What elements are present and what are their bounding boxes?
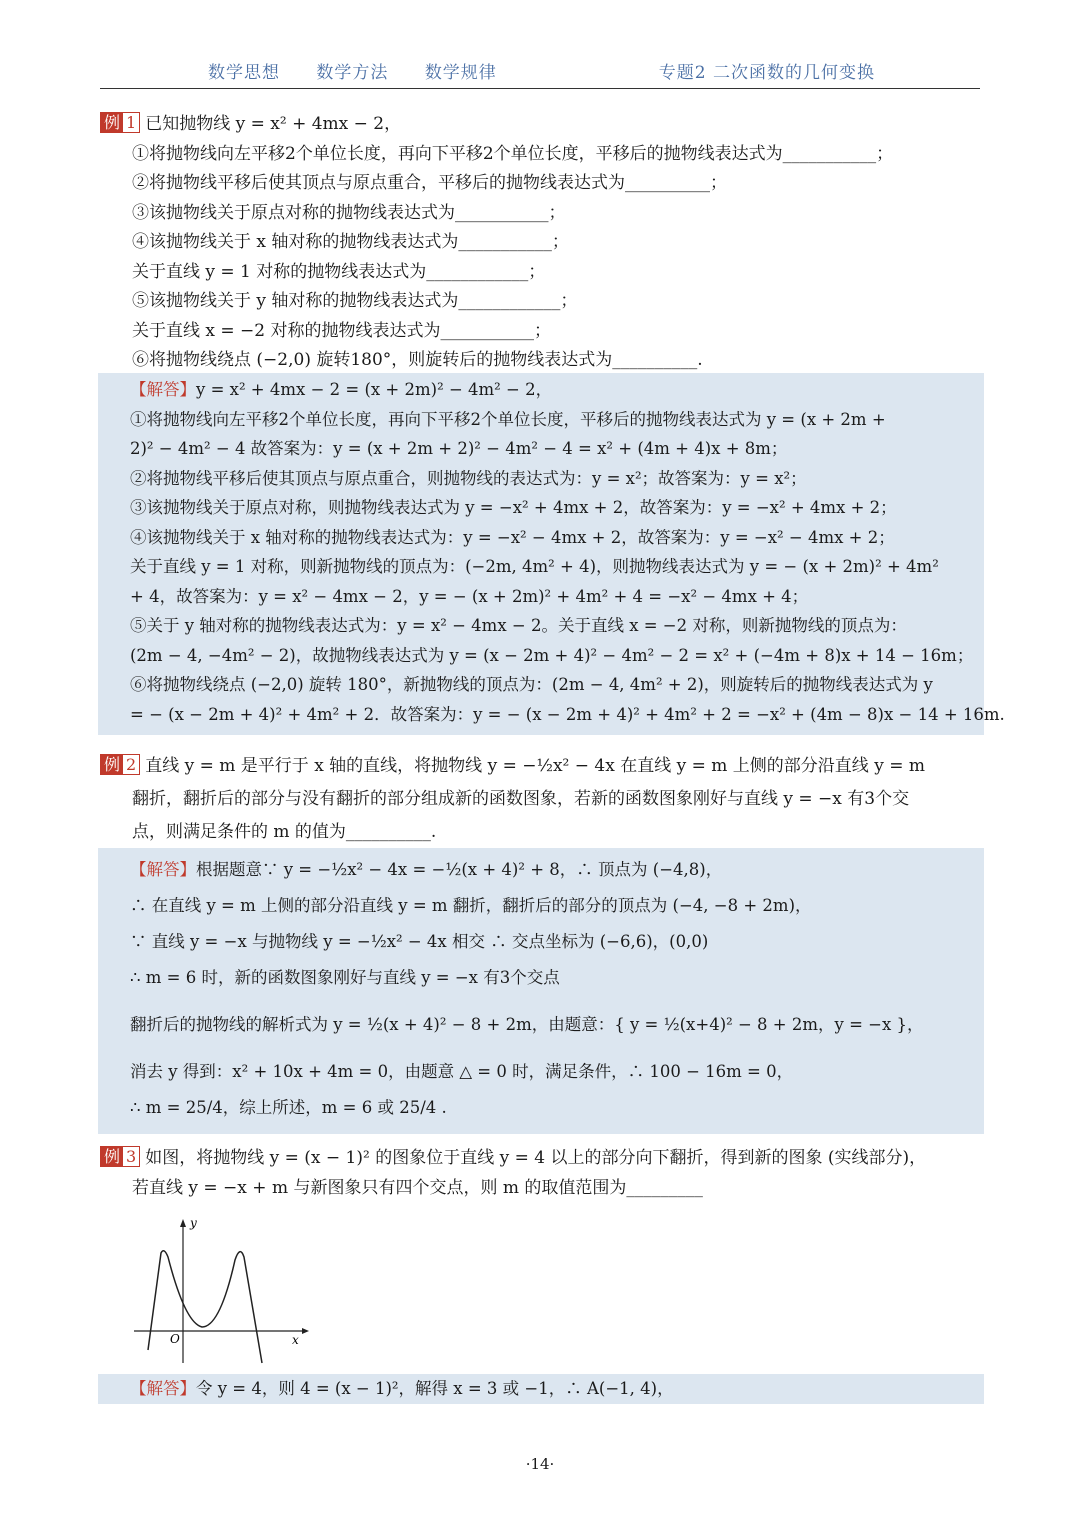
answer-line: 【解答】根据题意∵ y = −½x² − 4x = −½(x + 4)² + 8，∴ 顶点为 (−4,8)， <box>130 860 723 879</box>
question-item: 关于直线 y = 1 对称的抛物线表达式为____________； <box>132 261 546 282</box>
header-topic: 数学方法 <box>316 63 389 83</box>
question-item: ①将抛物线向左平移2个单位长度，再向下平移2个单位长度，平移后的抛物线表达式为___________； <box>132 143 894 164</box>
header-topic: 数学规律 <box>424 63 497 83</box>
answer-line: ②将抛物线平移后使其顶点与原点重合，则抛物线的表达式为：y = x²；故答案为：y = x²； <box>130 468 807 488</box>
answer-line: ∴ m = 6 时，新的函数图象刚好与直线 y = −x 有3个交点 <box>130 968 560 987</box>
parabola-graph <box>130 1215 310 1365</box>
question-item: ④该抛物线关于 x 轴对称的抛物线表达式为___________； <box>132 232 569 252</box>
example-3-stem: 例 3 如图，将抛物线 y = (x − 1)² 的图象位于直线 y = 4 以上的部分向下翻折，得到新的图象 (实线部分)， <box>100 1143 984 1173</box>
header-topic: 数学思想 <box>208 63 280 83</box>
answer-line: 2)² − 4m² − 4 故答案为：y = (x + 2m + 2)² − 4m² − 4 = x² + (4m + 4)x + 8m； <box>130 439 788 458</box>
question-item: ⑤该抛物线关于 y 轴对称的抛物线表达式为____________； <box>132 291 578 311</box>
answer-line: 【解答】令 y = 4，则 4 = (x − 1)²，解得 x = 3 或 −1，∴ A(−1, 4)， <box>130 1379 674 1398</box>
example-badge: 例 2 <box>100 754 140 775</box>
page-header <box>100 58 980 89</box>
answer-line: (2m − 4, −4m² − 2)，故抛物线表达式为 y = (x − 2m + 4)² − 4m² − 2 = x² + (−4m + 8)x + 14 − 16m； <box>130 645 974 665</box>
example-1-stem: 例 1 已知抛物线 y = x² + 4mx − 2， <box>100 110 984 140</box>
answer-line: ③该抛物线关于原点对称，则抛物线表达式为 y = −x² + 4mx + 2，故答案为：y = −x² + 4mx + 2； <box>130 498 897 517</box>
example-1 <box>100 110 984 376</box>
y-axis-arrow <box>180 1219 186 1227</box>
answer-line: 消去 y 得到：x² + 10x + 4m = 0，由题意 △ = 0 时，满足条件，∴ 100 − 16m = 0， <box>130 1062 794 1081</box>
question-item: 关于直线 x = −2 对称的抛物线表达式为___________； <box>132 320 552 341</box>
question-line: 翻折，翻折后的部分与没有翻折的部分组成新的函数图象，若新的函数图象刚好与直线 y = −x 有3个交 <box>132 789 910 809</box>
answer-line: = − (x − 2m + 4)² + 4m² + 2．故答案为：y = − (x − 2m + 4)² + 4m² + 2 = −x² + (4m − 8)x − 14 + 16m. <box>130 704 1005 724</box>
example-3 <box>100 1143 984 1203</box>
example-badge: 例 1 <box>100 112 140 133</box>
answer-line: ④该抛物线关于 x 轴对称的抛物线表达式为：y = −x² − 4mx + 2，故答案为：y = −x² − 4mx + 2； <box>130 527 895 547</box>
answer-line: 【解答】y = x² + 4mx − 2 = (x + 2m)² − 4m² − 2， <box>130 380 553 399</box>
answer-line: ∴ m = 25/4，综上所述，m = 6 或 25/4 . <box>130 1098 447 1117</box>
y-axis-label: y <box>190 1216 197 1230</box>
page-number: ·14· <box>525 1455 555 1473</box>
question-line: 若直线 y = −x + m 与新图象只有四个交点，则 m 的取值范围为_________ <box>132 1178 703 1198</box>
example-2-answer <box>98 848 984 1134</box>
question-item: ③该抛物线关于原点对称的抛物线表达式为___________； <box>132 202 566 223</box>
example-2-stem: 例 2 直线 y = m 是平行于 x 轴的直线，将抛物线 y = −½x² − 4x 在直线 y = m 上侧的部分沿直线 y = m <box>100 750 984 783</box>
x-axis-label: x <box>292 1333 299 1347</box>
question-item: ②将抛物线平移后使其顶点与原点重合，平移后的抛物线表达式为__________； <box>132 173 727 193</box>
example-3-answer <box>98 1374 984 1404</box>
answer-line: ∴ 在直线 y = m 上侧的部分沿直线 y = m 翻折，翻折后的部分的顶点为 (−4, −8 + 2m)， <box>130 896 812 915</box>
example-2 <box>100 750 984 849</box>
question-line: 点，则满足条件的 m 的值为__________. <box>132 822 437 842</box>
origin-label: O <box>170 1332 180 1346</box>
example-1-answer <box>98 373 1005 735</box>
answer-line: 关于直线 y = 1 对称，则新抛物线的顶点为：(−2m, 4m² + 4)，则抛物线表达式为 y = − (x + 2m)² + 4m² <box>130 557 939 576</box>
header-left-topics <box>208 58 527 83</box>
question-item: ⑥将抛物线绕点 (−2,0) 旋转180°，则旋转后的抛物线表达式为__________. <box>132 350 703 370</box>
answer-line: ⑤关于 y 轴对称的抛物线表达式为：y = x² − 4mx − 2。关于直线 x = −2 对称，则新抛物线的顶点为： <box>130 616 907 635</box>
answer-line: + 4，故答案为：y = x² − 4mx − 2，y = − (x + 2m)² + 4m² + 4 = −x² − 4mx + 4； <box>130 586 809 606</box>
header-chapter-title: 专题2 二次函数的几何变换 <box>658 63 875 83</box>
folded-parabola-curve <box>148 1251 262 1363</box>
answer-line: 翻折后的抛物线的解析式为 y = ½(x + 4)² − 8 + 2m，由题意：{ y = ½(x+4)² − 8 + 2m，y = −x }， <box>130 1015 924 1034</box>
x-axis-arrow <box>302 1328 309 1334</box>
answer-line: ∵ 直线 y = −x 与抛物线 y = −½x² − 4x 相交 ∴ 交点坐标为 (−6,6)，(0,0) <box>130 932 709 951</box>
answer-line: ①将抛物线向左平移2个单位长度，再向下平移2个单位长度，平移后的抛物线表达式为 y = (x + 2m + <box>130 409 886 429</box>
answer-line: ⑥将抛物线绕点 (−2,0) 旋转 180°，新抛物线的顶点为：(2m − 4, 4m² + 2)，则旋转后的抛物线表达式为 y <box>130 675 933 694</box>
example-badge: 例 3 <box>100 1146 140 1167</box>
